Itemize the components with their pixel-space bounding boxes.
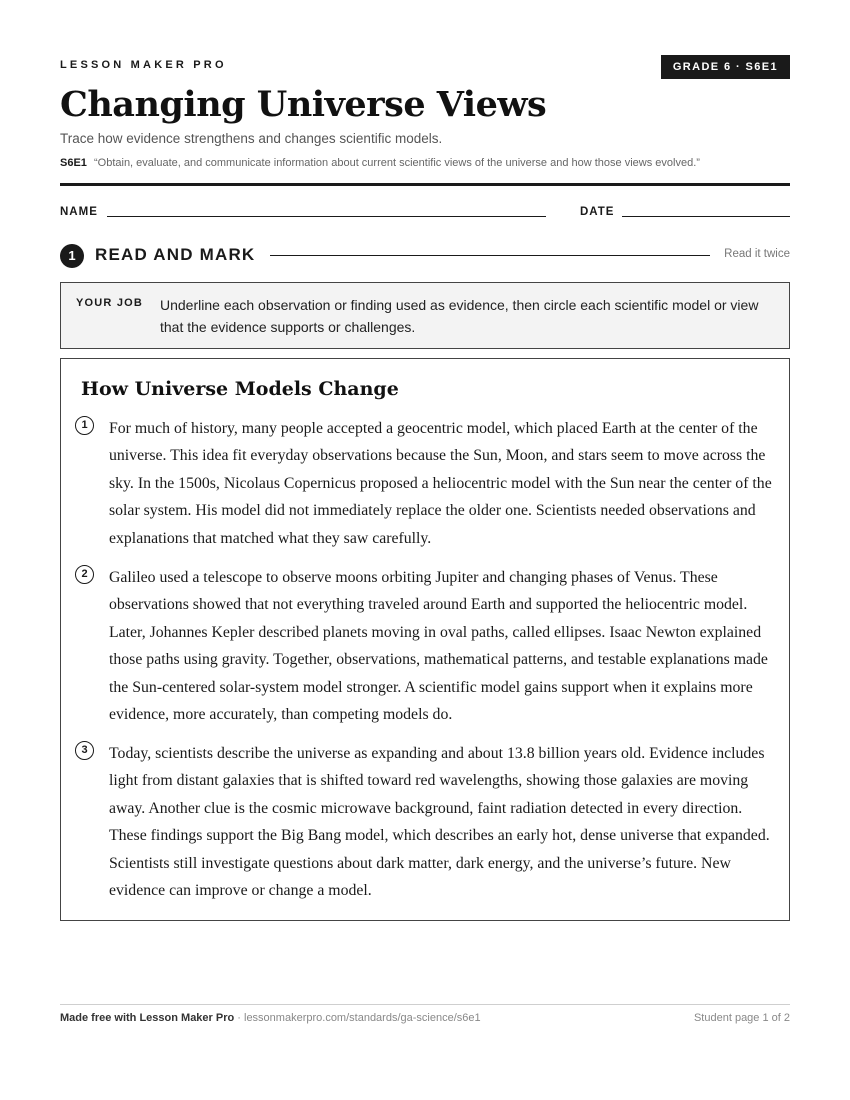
paragraph-text: For much of history, many people accepted a geocentric model, which placed Earth at the center of the universe. This idea fit everyday observations because the Sun, Moon, and stars seem to move across the sky. In the 1500s, Nicolaus Copernicus proposed a heliocentric model with the Sun near the center of the solar system. His model did not immediately replace the older one. Scientists needed observations and explanations that matched what they saw carefully. (109, 420, 772, 547)
standard-code: S6E1 (60, 157, 87, 169)
page-title: Changing Universe Views (60, 84, 547, 125)
instructions-box (60, 282, 790, 349)
footer-made-with: Made free with Lesson Maker Pro (60, 1012, 235, 1024)
worksheet-page (60, 0, 790, 1100)
section-divider (270, 255, 710, 256)
footer-divider (60, 1004, 790, 1005)
section-note: Read it twice (724, 248, 790, 260)
grade-badge: GRADE 6 · S6E1 (661, 55, 790, 79)
instructions-text: Underline each observation or finding used as evidence, then circle each scientific model or view that the evidence supports or challenges. (160, 297, 759, 335)
brand-name: LESSON MAKER PRO (60, 59, 227, 71)
standard-line (60, 157, 700, 169)
paragraph-number: 2 (75, 565, 94, 584)
footer-page-info: Student page 1 of 2 (693, 1012, 790, 1024)
paragraph-number: 1 (75, 416, 94, 435)
footer-url[interactable]: lessonmakerpro.com/standards/ga-science/s6e1 (244, 1012, 481, 1024)
standard-text: “Obtain, evaluate, and communicate information about current scientific views of the universe and how those views evolved.” (93, 157, 700, 169)
instructions-label: YOUR JOB (76, 297, 144, 309)
paragraph-number: 3 (75, 741, 94, 760)
paragraph-text: Galileo used a telescope to observe moons orbiting Jupiter and changing phases of Venus. These observations showed that not everything traveled around Earth and supported the heliocentric model. Later, Johannes Kepler described planets moving in oval paths, called ellipses. Isaac Newton explained those paths using gravity. Together, observations, mathematical patterns, and testable explanations made the Sun-centered solar-system model stronger. A scientific model gains support when it explains more evidence, more accurately, than competing models do. (109, 569, 768, 724)
paragraph-text: Today, scientists describe the universe as expanding and about 13.8 billion years old. Evidence includes light from distant galaxies that is shifted toward red wavelengths, showing those galaxies are moving away. Another clue is the cosmic microwave background, faint radiation detected in every direction. These findings support the Big Bang model, which describes an early hot, dense universe that expanded. Scientists still investigate questions about dark matter, dark energy, and the universe’s future. New evidence can improve or change a model. (109, 745, 770, 900)
footer-credit (60, 1012, 481, 1024)
section-title: READ AND MARK (95, 245, 256, 264)
passage-title: How Universe Models Change (81, 378, 399, 400)
name-label: NAME (60, 206, 98, 218)
footer-separator: · (234, 1012, 244, 1024)
section-number-badge: 1 (60, 244, 84, 268)
date-label: DATE (580, 206, 615, 218)
reading-passage (60, 358, 790, 921)
header-divider (60, 183, 790, 186)
date-field[interactable] (622, 216, 790, 217)
name-field[interactable] (107, 216, 546, 217)
page-subtitle: Trace how evidence strengthens and changes scientific models. (60, 131, 443, 146)
